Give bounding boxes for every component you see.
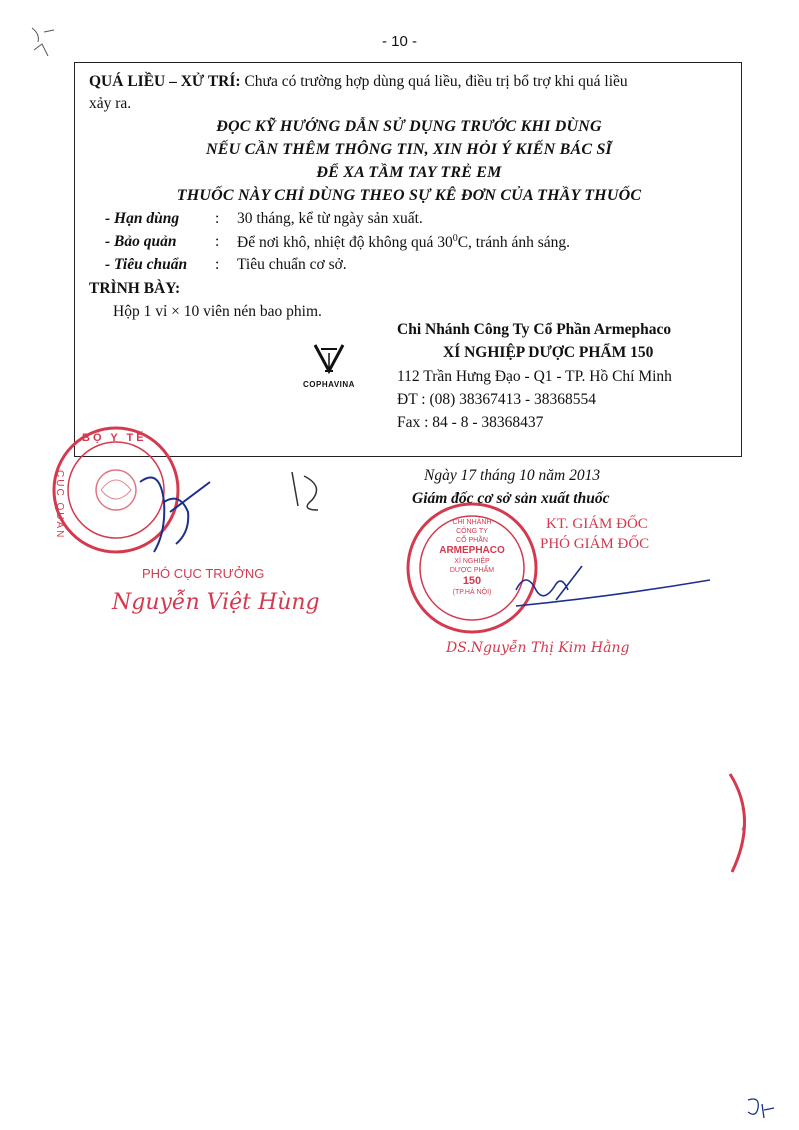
- page-number: - 10 -: [381, 33, 417, 50]
- presentation-heading: TRÌNH BÀY:: [89, 280, 181, 297]
- warning-read-instructions: ĐỌC KỸ HƯỚNG DẪN SỬ DỤNG TRƯỚC KHI DÙNG: [216, 118, 602, 135]
- scan-mark-icon: [28, 22, 68, 70]
- head-signer-name: Nguyễn Việt Hùng: [112, 590, 320, 615]
- left-stamp-side-text: CỤC QUẢN: [54, 470, 65, 540]
- deputy-head-title: PHÓ CỤC TRƯỞNG: [142, 566, 265, 581]
- overdose-line-2: xảy ra.: [89, 95, 132, 112]
- initials-mark-icon: [284, 466, 334, 516]
- head-signature-icon: [130, 462, 230, 572]
- spec-label-standard: - Tiêu chuẩn: [105, 256, 188, 273]
- company-fax: Fax : 84 - 8 - 38368437: [397, 414, 544, 431]
- presentation-text: Hộp 1 vỉ × 10 viên nén bao phim.: [113, 303, 322, 320]
- overdose-line-1: [89, 73, 628, 91]
- company-factory: XÍ NGHIỆP DƯỢC PHẨM 150: [443, 344, 654, 361]
- warning-prescription-only: THUỐC NÀY CHỈ DÙNG THEO SỰ KÊ ĐƠN CỦA THẦY THUỐC: [176, 187, 642, 204]
- spec-label-shelf-life: - Hạn dùng: [105, 210, 180, 227]
- spec-value-standard: Tiêu chuẩn cơ sở.: [237, 256, 347, 273]
- spec-value-storage: Để nơi khô, nhiệt độ không quá $30^0C$, tránh ánh sáng.: [237, 233, 571, 252]
- cophavina-logo: [289, 341, 369, 391]
- signoff-date: Ngày 17 tháng 10 năm 2013: [424, 467, 601, 484]
- director-title: Giám đốc cơ sở sản xuất thuốc: [412, 490, 610, 507]
- logo-text: COPHAVINA: [303, 380, 355, 389]
- company-branch: Chi Nhánh Công Ty Cổ Phần Armephaco: [397, 321, 672, 338]
- company-phone: ĐT : (08) 38367413 - 38368554: [397, 391, 597, 408]
- left-stamp-top-text: BỘ Y TẾ: [82, 432, 147, 444]
- deputy-director-title: PHÓ GIÁM ĐỐC: [540, 536, 650, 552]
- info-box: [74, 62, 742, 457]
- warning-keep-away-children: ĐỂ XA TẦM TAY TRẺ EM: [316, 164, 502, 181]
- spec-value-shelf-life: 30 tháng, kể từ ngày sản xuất.: [237, 210, 423, 227]
- company-address: 112 Trần Hưng Đạo - Q1 - TP. Hồ Chí Minh: [397, 368, 672, 385]
- overdose-text: Chưa có trường hợp dùng quá liều, điều trị bổ trợ khi quá liều: [240, 73, 628, 90]
- page-initial-icon: [742, 1094, 782, 1124]
- cophavina-logo-icon: [289, 341, 369, 375]
- specs-list: - Hạn dùng : 30 tháng, kể từ ngày sản xuất. - Bảo quản : Để nơi khô, nhiệt độ không quá $30^0C$, tránh ánh sáng. - Tiêu chuẩn : Tiêu chuẩn cơ sở.: [105, 210, 571, 273]
- warning-ask-doctor: NẾU CẦN THÊM THÔNG TIN, XIN HỎI Ý KIẾN BÁC SĨ: [206, 141, 612, 158]
- edge-seal-icon: [724, 768, 764, 878]
- spec-label-storage: - Bảo quản: [105, 233, 177, 250]
- deputy-signature-icon: [496, 560, 726, 620]
- overdose-heading: QUÁ LIỀU – XỬ TRÍ:: [89, 73, 241, 90]
- right-stamp-text: CHI NHÁNH CÔNG TY CỔ PHẦN ARMEPHACO XÍ NGHIỆP DƯỢC PHẨM 150 (TP.HÀ NỘI): [439, 519, 505, 596]
- deputy-signer-name: DS.Nguyễn Thị Kim Hằng: [446, 640, 630, 656]
- kt-director-title: KT. GIÁM ĐỐC: [546, 516, 648, 532]
